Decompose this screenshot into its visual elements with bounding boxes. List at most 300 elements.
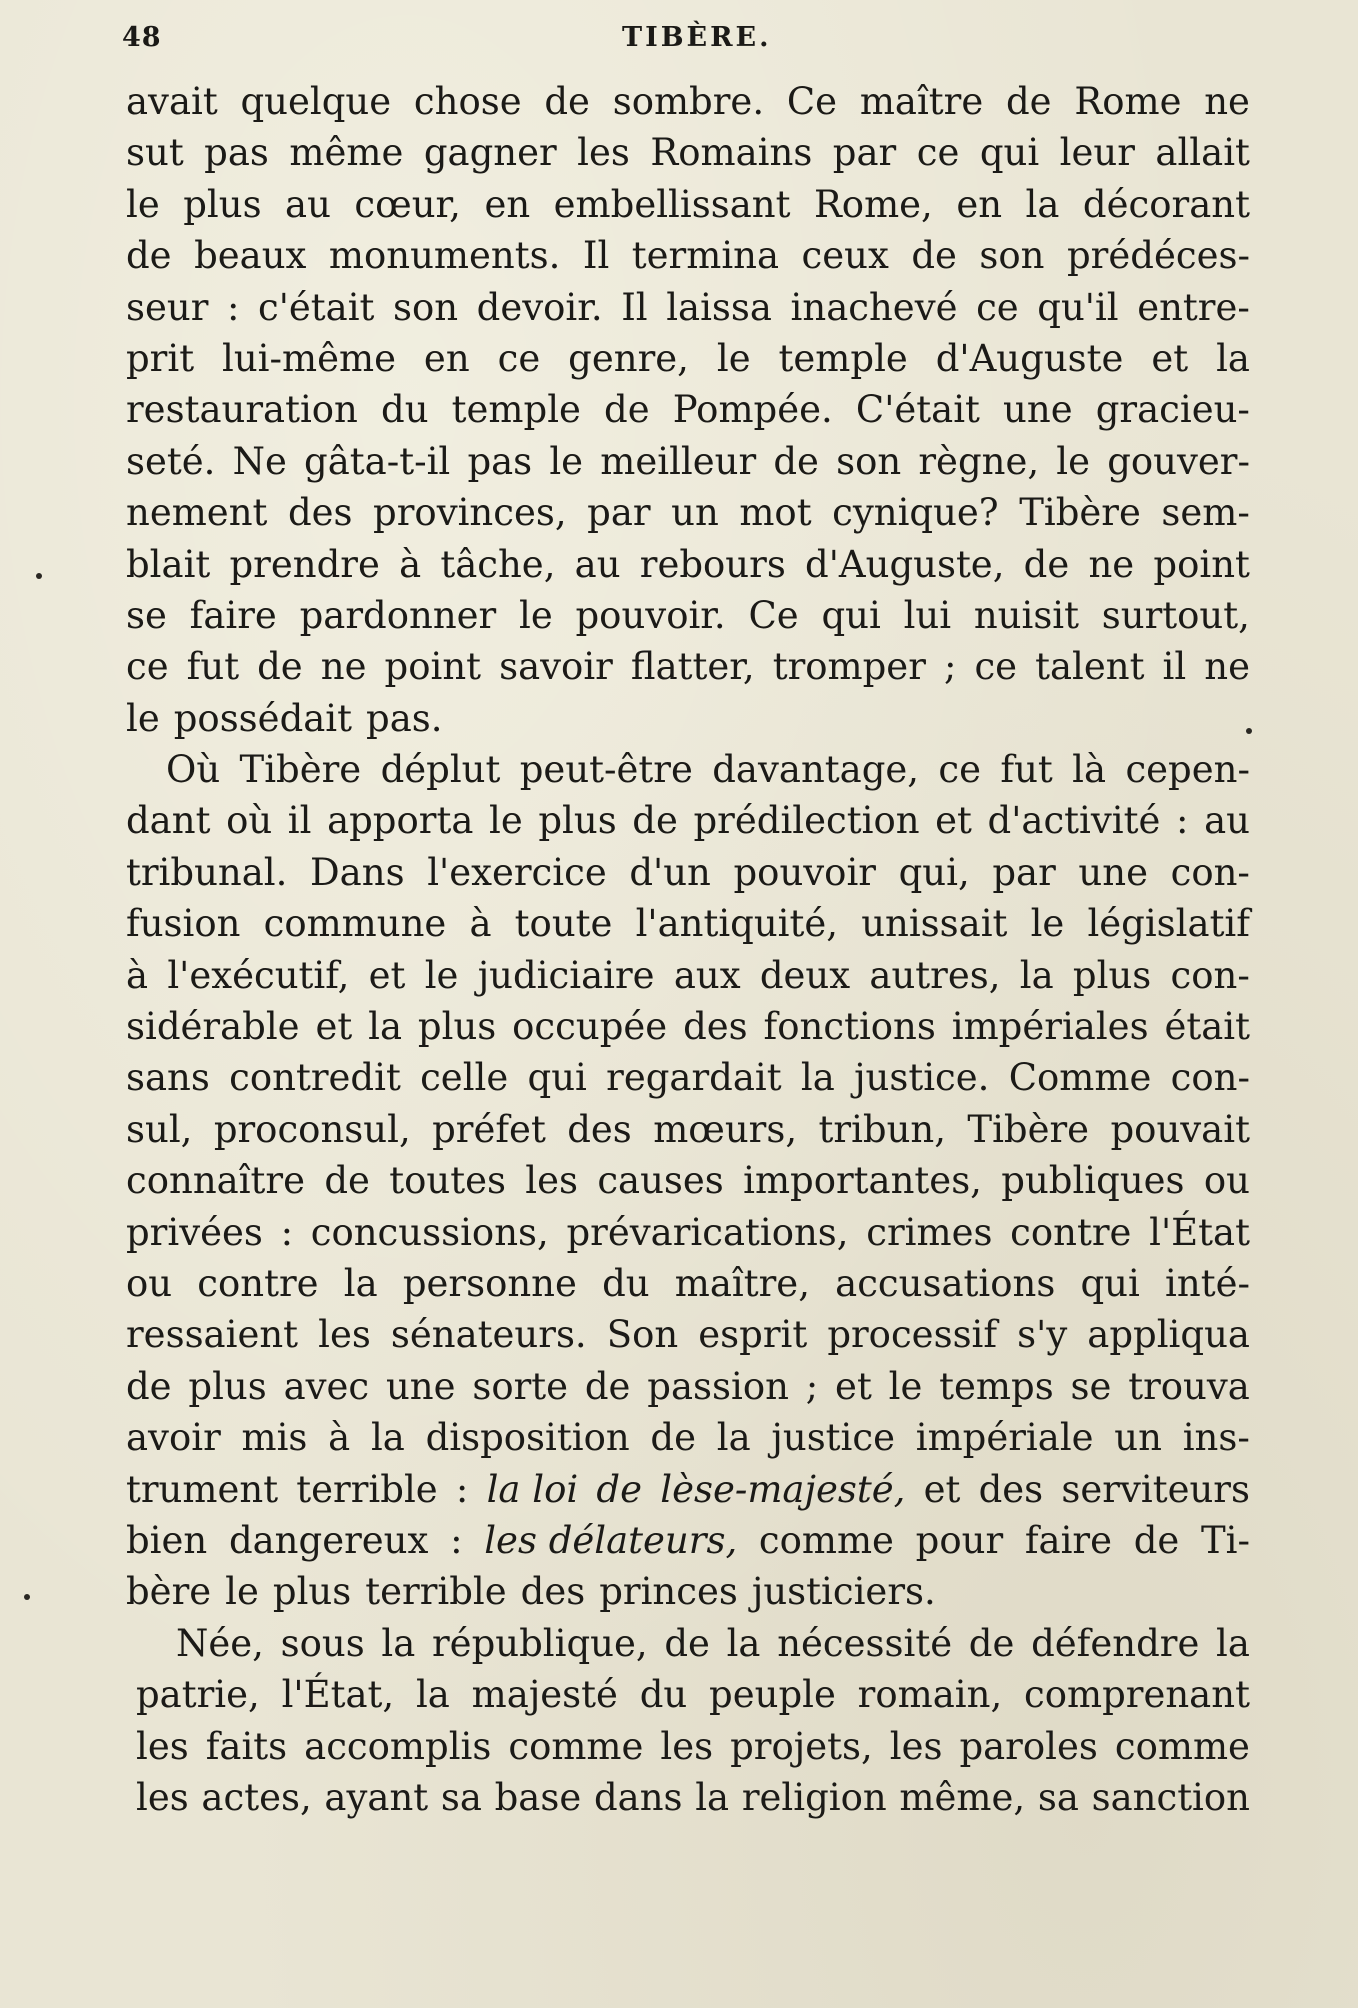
text-line xyxy=(126,76,1250,127)
word: lui xyxy=(903,593,952,637)
word: qui xyxy=(1080,1261,1140,1305)
word: l'antiquité, xyxy=(635,902,839,946)
word: entre- xyxy=(1137,285,1250,329)
word: quelque xyxy=(240,80,392,123)
word: gagner xyxy=(423,131,557,175)
word: temps xyxy=(939,1364,1054,1408)
word: il xyxy=(287,799,312,843)
word: contre xyxy=(1010,1210,1132,1254)
word: ; xyxy=(805,1364,819,1408)
word: de xyxy=(584,1364,631,1408)
word: accomplis xyxy=(304,1724,492,1768)
word: de xyxy=(911,234,957,278)
margin-mark xyxy=(1246,728,1252,734)
word: et xyxy=(368,953,406,997)
word: Tibère xyxy=(239,748,362,792)
word: ce xyxy=(916,131,960,175)
text-line xyxy=(126,1618,1250,1669)
word: Ti- xyxy=(1200,1518,1250,1562)
word: terrible xyxy=(296,1467,438,1511)
word: prédéces- xyxy=(1067,234,1250,278)
word: même, xyxy=(899,1775,1026,1819)
text-line xyxy=(126,1772,1250,1823)
word: de xyxy=(1133,1518,1180,1562)
word: nuisit xyxy=(973,593,1080,637)
word: embellissant xyxy=(553,182,791,226)
word: contre xyxy=(197,1261,319,1305)
word: de xyxy=(604,388,650,432)
word: tromper xyxy=(772,645,926,689)
text-line xyxy=(126,384,1250,435)
word: Rome, xyxy=(813,182,933,226)
word: impériale xyxy=(915,1416,1094,1460)
text-line xyxy=(126,1104,1250,1155)
word: plus xyxy=(272,1570,352,1614)
text-line xyxy=(126,590,1250,641)
word: Romains xyxy=(650,131,813,175)
word: privées xyxy=(126,1210,263,1254)
word: sous xyxy=(280,1621,365,1665)
text-line xyxy=(126,1464,1250,1515)
word: qu'il xyxy=(1037,285,1119,329)
running-header xyxy=(122,22,1252,62)
word: sombre. xyxy=(612,80,765,123)
text-line xyxy=(126,950,1250,1001)
word: les délateurs, xyxy=(484,1518,738,1562)
word: la xyxy=(1025,182,1060,226)
word: leur xyxy=(1059,131,1135,175)
word: crimes xyxy=(866,1210,993,1254)
word: Tibère xyxy=(1019,491,1141,535)
text-line xyxy=(126,1566,1250,1617)
word: la xyxy=(695,1775,730,1819)
margin-mark xyxy=(36,573,42,579)
word: seté. xyxy=(126,439,216,483)
word: de xyxy=(257,645,303,689)
word: sem- xyxy=(1161,491,1250,535)
word: : xyxy=(226,285,240,329)
word: projets, xyxy=(730,1724,873,1768)
word: tribun, xyxy=(818,1107,947,1151)
text-line xyxy=(126,539,1250,590)
text-line xyxy=(126,1309,1250,1360)
text-line xyxy=(126,436,1250,487)
word: des xyxy=(683,1005,748,1049)
word: aux xyxy=(673,953,741,997)
word: ressaient xyxy=(126,1313,299,1357)
word: proconsul, xyxy=(213,1107,411,1151)
word: avait xyxy=(126,80,218,123)
word: faire xyxy=(1024,1518,1112,1562)
word: commune xyxy=(263,902,447,946)
word: serviteurs xyxy=(1061,1467,1250,1511)
word: qui xyxy=(527,1056,587,1100)
word: base xyxy=(494,1775,582,1819)
word: inachevé xyxy=(790,285,958,329)
word: et xyxy=(315,1005,353,1049)
text-line xyxy=(126,1721,1250,1772)
word: de xyxy=(544,80,590,123)
word: esprit xyxy=(698,1313,808,1357)
word: passion xyxy=(647,1364,789,1408)
word: les xyxy=(889,1724,943,1768)
word: de xyxy=(968,1621,1015,1665)
word: plus xyxy=(188,1364,267,1408)
word: se xyxy=(1070,1364,1112,1408)
text-line xyxy=(126,1001,1250,1052)
word: du xyxy=(639,1673,688,1717)
word: Ce xyxy=(786,80,838,123)
word: ins- xyxy=(1182,1416,1250,1460)
word: du xyxy=(381,388,429,432)
word: et xyxy=(935,799,972,843)
word: et xyxy=(923,1467,961,1511)
word: d'un xyxy=(629,850,711,894)
word: était xyxy=(1164,1005,1250,1049)
word: les xyxy=(660,1724,714,1768)
word: Où xyxy=(166,748,221,792)
word: ce xyxy=(497,336,541,380)
word: la xyxy=(368,1005,403,1049)
word: république, xyxy=(432,1621,648,1665)
word: termina xyxy=(631,234,780,278)
word: de xyxy=(664,1621,710,1665)
word: pour xyxy=(915,1518,1004,1562)
word: maître xyxy=(859,80,984,123)
word: : xyxy=(1175,799,1189,843)
text-line xyxy=(126,744,1250,795)
word: la loi xyxy=(486,1467,579,1511)
word: la xyxy=(1019,953,1054,997)
word: pas. xyxy=(366,696,443,740)
word: à xyxy=(328,1416,351,1460)
word: romain, xyxy=(857,1673,1003,1717)
word: Rome xyxy=(1074,80,1182,123)
word: provinces, xyxy=(373,491,567,535)
word: et xyxy=(1151,336,1189,380)
word: bien xyxy=(126,1518,208,1562)
word: point xyxy=(1153,542,1250,586)
word: point xyxy=(384,645,482,689)
word: con- xyxy=(1170,850,1250,894)
word: seur xyxy=(126,285,209,329)
word: publiques xyxy=(1001,1159,1185,1203)
word: con- xyxy=(1170,1056,1250,1100)
word: sans xyxy=(126,1056,210,1100)
word: en xyxy=(484,182,531,226)
word: ou xyxy=(126,1261,173,1305)
text-line xyxy=(126,898,1250,949)
word: de xyxy=(632,799,678,843)
word: pouvoir xyxy=(733,850,876,894)
word: il xyxy=(1162,645,1187,689)
word: ceux xyxy=(801,234,889,278)
word: flatter, xyxy=(630,645,755,689)
word: le xyxy=(888,1364,923,1408)
word: ce xyxy=(974,645,1018,689)
word: sa xyxy=(440,1775,482,1819)
word: mœurs, xyxy=(653,1107,798,1151)
word: Ce xyxy=(748,593,799,637)
word: le xyxy=(489,799,523,843)
word: toute xyxy=(514,902,613,946)
word: contredit xyxy=(229,1056,401,1100)
word: en xyxy=(423,336,470,380)
word: par xyxy=(992,850,1056,894)
word: ce xyxy=(126,645,169,689)
word: le xyxy=(126,182,160,226)
word: à xyxy=(126,953,149,997)
word: sanction xyxy=(1091,1775,1250,1819)
word: cœur, xyxy=(354,182,461,226)
word: l'exercice xyxy=(427,850,607,894)
word: les xyxy=(136,1724,189,1768)
word: cepen- xyxy=(1125,748,1250,792)
word: des xyxy=(978,1467,1044,1511)
word: pouvait xyxy=(1110,1107,1250,1151)
word: maître, xyxy=(674,1261,810,1305)
word: apporta xyxy=(327,799,474,843)
word: ou xyxy=(1203,1159,1250,1203)
word: son xyxy=(836,439,902,483)
word: d'Auguste xyxy=(935,336,1124,380)
word: le xyxy=(549,439,584,483)
text-line xyxy=(126,230,1250,281)
word: dant xyxy=(126,799,211,843)
word: prévarications, xyxy=(566,1210,849,1254)
word: comme xyxy=(508,1724,644,1768)
word: personne xyxy=(402,1261,577,1305)
text-line xyxy=(126,847,1250,898)
word: préfet xyxy=(432,1107,546,1151)
word: tribunal. xyxy=(126,850,288,894)
word: le xyxy=(1056,439,1091,483)
word: de xyxy=(773,439,819,483)
word: défendre xyxy=(1031,1621,1200,1665)
word: au xyxy=(1204,799,1250,843)
word: genre, xyxy=(568,336,689,380)
word: savoir xyxy=(499,645,613,689)
word: les xyxy=(136,1775,189,1819)
word: ce xyxy=(938,748,982,792)
word: un xyxy=(671,491,719,535)
word: religion xyxy=(741,1775,887,1819)
text-line xyxy=(126,1258,1250,1309)
text-line xyxy=(126,487,1250,538)
word: : xyxy=(455,1467,469,1511)
word: avoir xyxy=(126,1416,221,1460)
word: la xyxy=(1216,336,1250,380)
word: se xyxy=(126,593,167,637)
word: pas xyxy=(204,131,269,175)
word: la xyxy=(381,1621,416,1665)
word: la xyxy=(726,1621,761,1665)
word: talent xyxy=(1035,645,1145,689)
word: là xyxy=(1072,748,1107,792)
word: pardonner xyxy=(299,593,497,637)
word: de xyxy=(1006,80,1052,123)
word: un xyxy=(1114,1416,1162,1460)
text-line xyxy=(126,1155,1250,1206)
word: l'exécutif, xyxy=(167,953,350,997)
word: comme xyxy=(1114,1724,1250,1768)
word: Il xyxy=(582,234,610,278)
word: la xyxy=(800,1056,835,1100)
word: au xyxy=(285,182,331,226)
word: prendre xyxy=(229,542,380,586)
word: Son xyxy=(606,1313,679,1357)
running-title: TIBÈRE. xyxy=(622,22,772,53)
word: la xyxy=(415,1673,450,1717)
word: sénateurs. xyxy=(390,1313,587,1357)
text-line xyxy=(126,179,1250,230)
word: des xyxy=(287,491,353,535)
word: dans xyxy=(593,1775,683,1819)
word: c'était xyxy=(258,285,375,329)
margin-mark xyxy=(24,1594,30,1600)
word: fusion xyxy=(126,902,241,946)
text-line xyxy=(126,282,1250,333)
word: législatif xyxy=(1087,902,1250,946)
word: avec xyxy=(283,1364,370,1408)
text-line xyxy=(126,1207,1250,1258)
text-line xyxy=(126,1052,1250,1103)
word: meilleur xyxy=(600,439,757,483)
text-line xyxy=(126,641,1250,692)
word: le xyxy=(225,1570,259,1614)
word: la xyxy=(343,1261,378,1305)
word: restauration xyxy=(126,388,358,432)
word: sorte xyxy=(472,1364,569,1408)
word: surtout, xyxy=(1101,593,1250,637)
word: justice. xyxy=(854,1056,990,1100)
word: ne xyxy=(320,645,367,689)
word: pouvoir. xyxy=(575,593,726,637)
word: des xyxy=(567,1107,632,1151)
word: les xyxy=(318,1313,371,1357)
word: justice xyxy=(771,1416,896,1460)
word: faits xyxy=(205,1724,288,1768)
word: s'y xyxy=(1017,1313,1068,1357)
word: où xyxy=(226,799,273,843)
word: à xyxy=(399,542,422,586)
word: : xyxy=(280,1210,294,1254)
word: sa xyxy=(1037,1775,1079,1819)
word: Dans xyxy=(310,850,405,894)
word: justiciers. xyxy=(751,1570,936,1614)
word: actes, xyxy=(201,1775,312,1819)
word: laissa xyxy=(666,285,772,329)
word: concussions, xyxy=(310,1210,549,1254)
word: de xyxy=(126,234,172,278)
word: possédait xyxy=(173,696,353,740)
word: Tibère xyxy=(967,1107,1090,1151)
word: gâta-t-il xyxy=(304,439,451,483)
word: chose xyxy=(413,80,522,123)
word: d'activité xyxy=(987,799,1161,843)
word: ce xyxy=(976,285,1019,329)
text-line xyxy=(126,333,1250,384)
word: de xyxy=(1023,542,1070,586)
word: ne xyxy=(1088,542,1135,586)
word: prit xyxy=(126,336,195,380)
word: une xyxy=(1003,388,1073,432)
word: même xyxy=(289,131,404,175)
word: temple xyxy=(451,388,581,432)
word: déplut xyxy=(380,748,501,792)
word: la xyxy=(1216,1621,1250,1665)
word: gracieu- xyxy=(1095,388,1250,432)
word: nement xyxy=(126,491,268,535)
word: con- xyxy=(1170,953,1250,997)
word: pas xyxy=(467,439,533,483)
word: le xyxy=(126,696,160,740)
word: une xyxy=(1078,850,1148,894)
word: appliqua xyxy=(1087,1313,1250,1357)
word: sidérable xyxy=(126,1005,300,1049)
word: fut xyxy=(186,645,240,689)
word: son xyxy=(392,285,459,329)
word: dangereux xyxy=(228,1518,429,1562)
word: plus xyxy=(417,1005,497,1049)
word: plus xyxy=(1072,953,1152,997)
text-line xyxy=(126,693,1250,744)
word: la xyxy=(370,1416,405,1460)
word: plus xyxy=(538,799,617,843)
word: de xyxy=(324,1159,370,1203)
word: sul, xyxy=(126,1107,193,1151)
word: accusations xyxy=(835,1261,1056,1305)
word: règne, xyxy=(918,439,1040,483)
word: monuments. xyxy=(328,234,561,278)
word: davantage, xyxy=(712,748,920,792)
word: autres, xyxy=(869,953,1001,997)
word: celle xyxy=(420,1056,509,1100)
word: faire xyxy=(189,593,277,637)
word: rebours xyxy=(639,542,786,586)
body-text xyxy=(126,76,1250,1823)
word: qui xyxy=(821,593,881,637)
word: plus xyxy=(183,182,262,226)
word: patrie, xyxy=(136,1673,260,1717)
word: ne xyxy=(1204,80,1250,123)
word: par xyxy=(587,491,651,535)
word: la xyxy=(716,1416,751,1460)
word: le xyxy=(424,953,459,997)
word: paroles xyxy=(959,1724,1098,1768)
word: des xyxy=(520,1570,586,1614)
word: temple xyxy=(778,336,908,380)
word: au xyxy=(574,542,621,586)
word: : xyxy=(450,1518,463,1562)
word: l'État xyxy=(1149,1210,1250,1254)
word: deux xyxy=(759,953,851,997)
word: bère xyxy=(126,1570,212,1614)
word: princes xyxy=(599,1570,738,1614)
word: inté- xyxy=(1165,1261,1250,1305)
word: fut xyxy=(1000,748,1053,792)
word: Il xyxy=(621,285,648,329)
word: importantes, xyxy=(743,1159,982,1203)
word: toutes xyxy=(389,1159,506,1203)
word: beaux xyxy=(194,234,307,278)
word: nécessité xyxy=(777,1621,953,1665)
word: lui-même xyxy=(222,336,396,380)
word: son xyxy=(979,234,1045,278)
word: allait xyxy=(1155,131,1250,175)
word: unissait xyxy=(861,902,1008,946)
text-line xyxy=(126,795,1250,846)
